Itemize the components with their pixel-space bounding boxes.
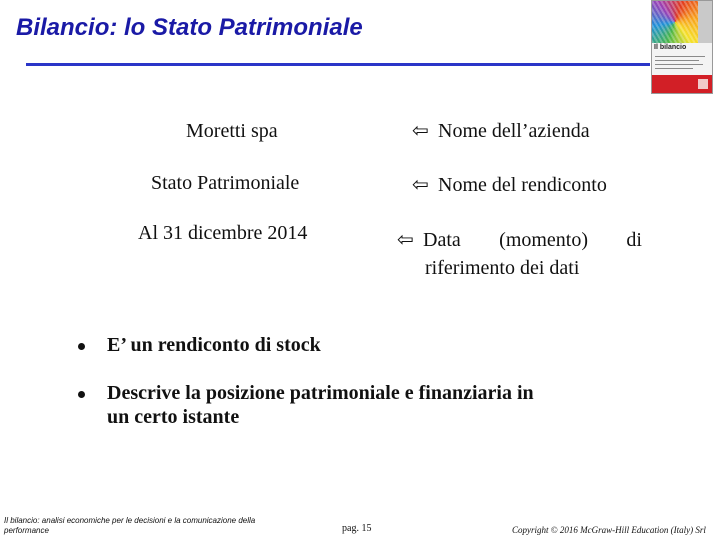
cover-title: Il bilancio: [654, 44, 687, 51]
title-underline: [26, 63, 650, 66]
statement-name-label: Stato Patrimoniale: [151, 172, 300, 194]
company-name-label: Moretti spa: [186, 120, 278, 142]
date-label: Al 31 dicembre 2014: [138, 222, 308, 244]
description-word: (momento): [499, 229, 589, 251]
copyright-notice: Copyright © 2016 McGraw-Hill Education (Italy) Srl: [512, 525, 706, 535]
bullet-text: Descrive la posizione patrimoniale e finanziaria in: [107, 382, 534, 404]
description-word: Data: [423, 229, 461, 251]
left-arrow-icon: ⇦: [397, 229, 414, 251]
bullet-text: E’ un rendiconto di stock: [107, 334, 321, 356]
cover-side-strip: [698, 1, 712, 43]
bullet-item: [78, 381, 534, 429]
cover-text-line: [655, 56, 705, 57]
footer-book-reference: [4, 516, 324, 536]
cover-artwork: [652, 1, 698, 43]
cover-publisher-band: [652, 75, 712, 93]
company-name-description: [412, 118, 590, 143]
description-word: di: [626, 229, 642, 251]
bullet-dot: [78, 343, 85, 350]
cover-text-line: [655, 68, 693, 69]
left-arrow-icon: ⇦: [412, 120, 429, 142]
description-text: Nome dell’azienda: [438, 120, 590, 142]
bullet-item: [78, 333, 321, 357]
page-number: pag. 15: [342, 523, 372, 534]
left-arrow-icon: ⇦: [412, 174, 429, 196]
statement-name-description: [412, 172, 607, 197]
date-description: [397, 226, 642, 282]
slide-title: Bilancio: lo Stato Patrimoniale: [16, 14, 363, 41]
bullet-dot: [78, 391, 85, 398]
description-text: Nome del rendiconto: [438, 174, 607, 196]
cover-text-line: [655, 64, 703, 65]
cover-text-line: [655, 60, 699, 61]
footer-line: performance: [4, 526, 49, 535]
footer-line: Il bilancio: analisi economiche per le decisioni e la comunicazione della: [4, 516, 256, 525]
bullet-text-continued: un certo istante: [107, 406, 240, 428]
book-cover-image: [651, 0, 713, 94]
description-text: riferimento dei dati: [425, 257, 580, 279]
